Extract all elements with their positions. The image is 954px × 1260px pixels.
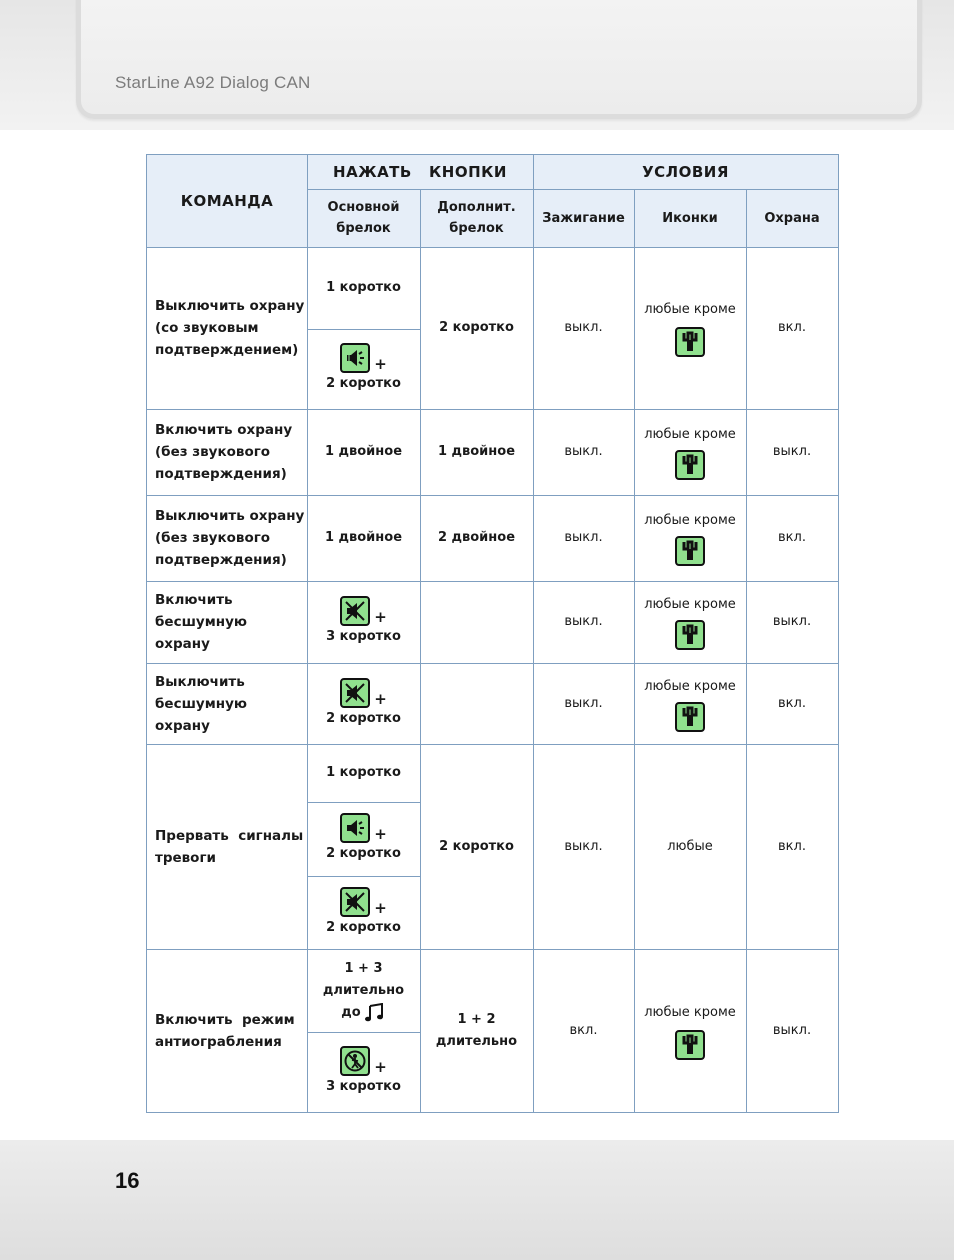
row2-ignition-text: выкл. bbox=[564, 444, 603, 459]
row6-guard bbox=[746, 744, 838, 949]
row2-extra-text: 1 двойное bbox=[437, 444, 516, 459]
row3-cmd-line3: подтверждения) bbox=[155, 552, 287, 568]
row3-cmd-line1: Выключить охрану bbox=[155, 508, 305, 524]
speaker-sound-icon bbox=[340, 343, 370, 373]
row1-cmd-line2: (со звуковым bbox=[155, 320, 259, 336]
row5-cmd-line3: охрану bbox=[155, 717, 210, 734]
subheader-ignition bbox=[533, 189, 634, 247]
page-footer-band bbox=[0, 1140, 954, 1260]
plus-sign: + bbox=[374, 898, 387, 917]
row7-main-a-line3: до bbox=[341, 1004, 361, 1020]
row7-extra bbox=[420, 949, 533, 1112]
grid-line bbox=[307, 154, 308, 1113]
header-press-label: НАЖАТЬ КНОПКИ bbox=[333, 163, 507, 181]
row4-ignition-text: выкл. bbox=[564, 614, 603, 629]
row6-main-a bbox=[307, 744, 420, 802]
grid-line bbox=[307, 1032, 420, 1033]
row4-cmd-line3: охрану bbox=[155, 636, 210, 652]
row7-cmd-line1: Включить режим bbox=[155, 1011, 295, 1028]
row3-guard-text: вкл. bbox=[778, 530, 806, 545]
grid-line bbox=[307, 802, 420, 803]
row4-icons-text: любые кроме bbox=[644, 597, 736, 612]
row7-cmd-line2: антиограбления bbox=[155, 1033, 282, 1050]
subheader-extra-line2: брелок bbox=[449, 221, 504, 236]
row1-main-b-text: 2 коротко bbox=[326, 376, 401, 391]
service-wrench-icon bbox=[675, 620, 705, 650]
row5-main bbox=[307, 663, 420, 744]
subheader-main-line2: брелок bbox=[336, 221, 391, 236]
row4-ignition bbox=[533, 581, 634, 663]
row1-icons bbox=[634, 247, 746, 409]
table-row-1-command bbox=[147, 247, 307, 409]
row1-extra-text: 2 коротко bbox=[439, 320, 514, 335]
row6-main-b-text: 2 коротко bbox=[326, 846, 401, 861]
header-conditions-label: УСЛОВИЯ bbox=[642, 163, 729, 181]
row1-cmd-line1: Выключить охрану bbox=[155, 298, 305, 314]
grid-line bbox=[533, 154, 534, 1113]
speaker-muted-icon bbox=[340, 887, 370, 917]
row5-main-text: 2 коротко bbox=[326, 710, 401, 726]
row1-extra bbox=[420, 247, 533, 409]
service-wrench-icon bbox=[675, 1030, 705, 1060]
row3-extra bbox=[420, 495, 533, 581]
table-row-4-command bbox=[147, 581, 307, 663]
row7-main-a-line1: 1 + 3 bbox=[344, 960, 383, 976]
row3-main bbox=[307, 495, 420, 581]
plus-sign: + bbox=[374, 1058, 387, 1076]
row6-cmd-line1: Прервать сигналы bbox=[155, 827, 304, 844]
row5-ignition-text: выкл. bbox=[564, 695, 603, 711]
grid-line bbox=[307, 876, 420, 877]
row7-ignition bbox=[533, 949, 634, 1112]
grid-line bbox=[146, 663, 839, 664]
grid-line bbox=[146, 247, 839, 248]
subheader-icons bbox=[634, 189, 746, 247]
header-command bbox=[147, 155, 307, 247]
grid-line bbox=[146, 495, 839, 496]
page-number: 16 bbox=[115, 1168, 140, 1193]
row6-ignition bbox=[533, 744, 634, 949]
page-header-band bbox=[0, 0, 954, 130]
row2-cmd-line1: Включить охрану bbox=[155, 422, 293, 438]
row4-guard-text: выкл. bbox=[772, 614, 812, 629]
row6-cmd-line2: тревоги bbox=[155, 849, 216, 866]
row7-guard-text: выкл. bbox=[772, 1022, 812, 1038]
row2-ignition bbox=[533, 409, 634, 495]
row7-icons bbox=[634, 949, 746, 1112]
grid-line bbox=[146, 409, 839, 410]
row5-guard-text: вкл. bbox=[778, 695, 806, 711]
grid-line bbox=[746, 189, 747, 1113]
row2-main-text: 1 двойное bbox=[324, 444, 403, 459]
header-press-buttons bbox=[307, 155, 533, 189]
row3-icons bbox=[634, 495, 746, 581]
grid-line bbox=[146, 744, 839, 745]
row6-main-c bbox=[307, 876, 420, 949]
row3-icons-text: любые кроме bbox=[644, 513, 736, 528]
document-title: StarLine A92 Dialog CAN bbox=[115, 73, 311, 92]
row5-cmd-line1: Выключить bbox=[155, 673, 245, 690]
plus-sign: + bbox=[374, 825, 387, 843]
row6-main-a-text: 1 коротко bbox=[326, 765, 401, 780]
row5-ignition bbox=[533, 663, 634, 744]
row7-extra-line1: 1 + 2 bbox=[457, 1011, 496, 1027]
row2-icons-text: любые кроме bbox=[644, 427, 736, 442]
plus-sign: + bbox=[374, 608, 387, 626]
row3-guard bbox=[746, 495, 838, 581]
row1-ignition-text: выкл. bbox=[564, 320, 603, 335]
table-row-7-command bbox=[147, 949, 307, 1112]
service-wrench-icon bbox=[675, 536, 705, 566]
row7-guard bbox=[746, 949, 838, 1112]
row3-ignition bbox=[533, 495, 634, 581]
row2-guard-text: выкл. bbox=[772, 444, 812, 459]
music-note-icon bbox=[364, 1003, 386, 1023]
row6-main-c-text: 2 коротко bbox=[326, 919, 401, 935]
subheader-main-line1: Основной bbox=[327, 200, 400, 215]
row7-main-a bbox=[307, 949, 420, 1032]
row7-ignition-text: вкл. bbox=[569, 1022, 598, 1038]
row4-cmd-line1: Включить bbox=[155, 592, 233, 608]
table-row-6-command bbox=[147, 744, 307, 949]
row3-extra-text: 2 двойное bbox=[437, 530, 516, 545]
row3-cmd-line2: (без звукового bbox=[155, 530, 271, 546]
header-command-label: КОМАНДА bbox=[180, 192, 274, 210]
speaker-muted-icon bbox=[340, 596, 370, 626]
row6-main-b bbox=[307, 802, 420, 876]
row4-cmd-line2: бесшумную bbox=[155, 614, 248, 630]
subheader-extra-fob bbox=[420, 189, 533, 247]
row5-icons-text: любые кроме bbox=[644, 678, 736, 694]
plus-sign: + bbox=[374, 689, 387, 708]
row7-main-b-text: 3 коротко bbox=[326, 1079, 401, 1094]
row1-main-b bbox=[307, 329, 420, 409]
subheader-ignition-label: Зажигание bbox=[542, 210, 625, 226]
grid-line bbox=[146, 1112, 839, 1113]
row2-icons bbox=[634, 409, 746, 495]
row6-extra-text: 2 коротко bbox=[439, 838, 514, 854]
table-row-3-command bbox=[147, 495, 307, 581]
row6-icons bbox=[634, 744, 746, 949]
grid-line bbox=[146, 154, 839, 155]
row5-cmd-line2: бесшумную bbox=[155, 695, 248, 712]
subheader-extra-line1: Дополнит. bbox=[437, 200, 516, 215]
anti-hijack-icon bbox=[340, 1046, 370, 1076]
row1-guard-text: вкл. bbox=[778, 320, 806, 335]
subheader-guard bbox=[746, 189, 838, 247]
row1-guard bbox=[746, 247, 838, 409]
grid-line bbox=[146, 154, 147, 1113]
row2-cmd-line3: подтверждения) bbox=[155, 466, 287, 482]
row5-icons bbox=[634, 663, 746, 744]
row7-main-a-line2: длительно bbox=[322, 982, 405, 998]
row2-main bbox=[307, 409, 420, 495]
row4-main bbox=[307, 581, 420, 663]
grid-line bbox=[420, 189, 421, 1113]
speaker-sound-icon bbox=[340, 813, 370, 843]
row4-guard bbox=[746, 581, 838, 663]
table-row-5-command bbox=[147, 663, 307, 744]
row1-main-a-text: 1 коротко bbox=[326, 280, 401, 295]
row1-icons-text: любые кроме bbox=[644, 302, 736, 317]
row3-ignition-text: выкл. bbox=[564, 530, 603, 545]
service-wrench-icon bbox=[675, 327, 705, 357]
row6-ignition-text: выкл. bbox=[564, 838, 603, 854]
row2-cmd-line2: (без звукового bbox=[155, 444, 271, 460]
subheader-icons-label: Иконки bbox=[662, 210, 718, 226]
subheader-main-fob bbox=[307, 189, 420, 247]
grid-line bbox=[307, 329, 420, 330]
subheader-guard-label: Охрана bbox=[764, 210, 820, 226]
grid-line bbox=[146, 581, 839, 582]
row5-guard bbox=[746, 663, 838, 744]
row4-icons bbox=[634, 581, 746, 663]
row3-main-text: 1 двойное bbox=[324, 530, 403, 545]
row7-extra-line2: длительно bbox=[435, 1033, 518, 1049]
speaker-muted-icon bbox=[340, 678, 370, 708]
grid-line bbox=[307, 189, 839, 190]
row5-extra bbox=[420, 663, 533, 744]
row6-icons-text: любые bbox=[667, 838, 713, 854]
row7-icons-text: любые кроме bbox=[644, 1004, 736, 1020]
row7-main-b bbox=[307, 1032, 420, 1112]
row2-extra bbox=[420, 409, 533, 495]
row1-main-a bbox=[307, 247, 420, 329]
table-row-2-command bbox=[147, 409, 307, 495]
header-conditions bbox=[533, 155, 838, 189]
row4-extra bbox=[420, 581, 533, 663]
header-frame bbox=[76, 0, 922, 119]
row1-ignition bbox=[533, 247, 634, 409]
row6-guard-text: вкл. bbox=[778, 838, 806, 854]
grid-line bbox=[838, 154, 839, 1113]
grid-line bbox=[634, 189, 635, 1113]
service-wrench-icon bbox=[675, 702, 705, 732]
row4-main-text: 3 коротко bbox=[326, 629, 401, 644]
row2-guard bbox=[746, 409, 838, 495]
grid-line bbox=[146, 949, 839, 950]
row6-extra bbox=[420, 744, 533, 949]
service-wrench-icon bbox=[675, 450, 705, 480]
plus-sign: + bbox=[374, 355, 387, 373]
row1-cmd-line3: подтверждением) bbox=[155, 342, 299, 358]
